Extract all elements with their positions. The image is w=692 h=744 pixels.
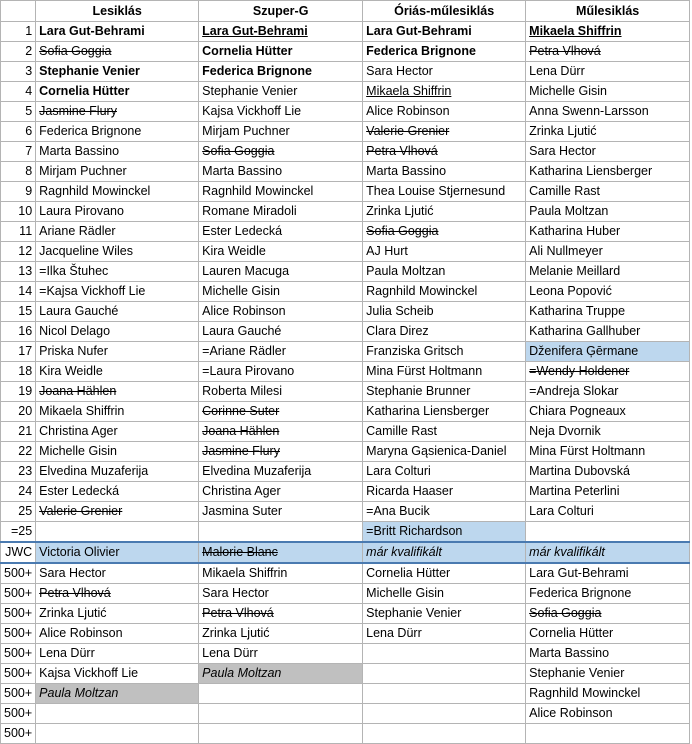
athlete-cell[interactable]: Joana Hählen — [199, 422, 363, 442]
athlete-cell[interactable]: Ali Nullmeyer — [526, 242, 690, 262]
athlete-cell[interactable]: Julia Scheib — [363, 302, 526, 322]
athlete-cell[interactable]: Lara Gut-Behrami — [363, 22, 526, 42]
athlete-cell[interactable]: Marta Bassino — [363, 162, 526, 182]
rank-cell[interactable]: 1 — [1, 22, 36, 42]
table-row — [1, 262, 690, 282]
athlete-cell[interactable]: Stephanie Brunner — [363, 382, 526, 402]
athlete-cell[interactable]: Victoria Olivier — [36, 542, 199, 563]
athlete-cell[interactable]: Dženifera Ģērmane — [526, 342, 690, 362]
rank-cell[interactable]: 23 — [1, 462, 36, 482]
table-row — [1, 684, 690, 704]
table-row — [1, 62, 690, 82]
athlete-cell[interactable]: =Ilka Štuhec — [36, 262, 199, 282]
athlete-cell[interactable]: Sofia Goggia — [526, 604, 690, 624]
rank-cell[interactable]: 22 — [1, 442, 36, 462]
athlete-cell[interactable]: Zrinka Ljutić — [199, 624, 363, 644]
athlete-cell[interactable]: Romane Miradoli — [199, 202, 363, 222]
athlete-cell[interactable]: Federica Brignone — [363, 42, 526, 62]
athlete-cell[interactable]: Sara Hector — [526, 142, 690, 162]
athlete-cell[interactable]: Ester Ledecká — [36, 482, 199, 502]
table-row — [1, 664, 690, 684]
athlete-cell[interactable]: Federica Brignone — [36, 122, 199, 142]
athlete-cell[interactable]: Melanie Meillard — [526, 262, 690, 282]
athlete-cell[interactable]: Valerie Grenier — [363, 122, 526, 142]
athlete-cell[interactable]: Lena Dürr — [199, 644, 363, 664]
table-row — [1, 704, 690, 724]
rank-cell[interactable]: 18 — [1, 362, 36, 382]
table-row — [1, 724, 690, 744]
athlete-cell[interactable]: Maryna Gąsienica-Daniel — [363, 442, 526, 462]
athlete-cell[interactable]: Joana Hählen — [36, 382, 199, 402]
athlete-cell[interactable]: Ariane Rädler — [36, 222, 199, 242]
table-row — [1, 362, 690, 382]
athlete-cell[interactable]: Stephanie Venier — [526, 664, 690, 684]
athlete-cell[interactable]: Michelle Gisin — [363, 584, 526, 604]
athlete-cell[interactable]: Mikaela Shiffrin — [199, 563, 363, 584]
athlete-cell[interactable]: =Wendy Holdener — [526, 362, 690, 382]
athlete-cell[interactable]: Mikaela Shiffrin — [363, 82, 526, 102]
table-row — [1, 102, 690, 122]
table-row — [1, 202, 690, 222]
table-row — [1, 624, 690, 644]
athlete-cell[interactable]: Cornelia Hütter — [199, 42, 363, 62]
rank-cell[interactable]: 6 — [1, 122, 36, 142]
athlete-cell[interactable]: Leona Popović — [526, 282, 690, 302]
table-row — [1, 382, 690, 402]
athlete-cell[interactable]: Laura Pirovano — [36, 202, 199, 222]
rank-cell[interactable]: 9 — [1, 182, 36, 202]
rank-cell[interactable]: 500+ — [1, 624, 36, 644]
athlete-cell[interactable] — [199, 522, 363, 543]
athlete-cell[interactable]: Federica Brignone — [199, 62, 363, 82]
athlete-cell[interactable]: Jasmine Flury — [36, 102, 199, 122]
athlete-cell[interactable]: =Laura Pirovano — [199, 362, 363, 382]
rank-cell[interactable]: 500+ — [1, 604, 36, 624]
rank-cell[interactable]: 500+ — [1, 563, 36, 584]
rank-cell[interactable]: 20 — [1, 402, 36, 422]
athlete-cell[interactable]: Stephanie Venier — [199, 82, 363, 102]
athlete-cell[interactable]: Sara Hector — [36, 563, 199, 584]
athlete-cell[interactable]: Kajsa Vickhoff Lie — [36, 664, 199, 684]
athlete-cell[interactable]: Mirjam Puchner — [36, 162, 199, 182]
athlete-cell[interactable] — [36, 522, 199, 543]
athlete-cell[interactable]: Valerie Grenier — [36, 502, 199, 522]
athlete-cell[interactable]: Nicol Delago — [36, 322, 199, 342]
header-rank[interactable] — [1, 1, 36, 22]
athlete-cell[interactable]: Christina Ager — [199, 482, 363, 502]
table-row — [1, 563, 690, 584]
athlete-cell[interactable]: Ragnhild Mowinckel — [199, 182, 363, 202]
athlete-cell[interactable]: Corinne Suter — [199, 402, 363, 422]
rank-cell[interactable]: 8 — [1, 162, 36, 182]
athlete-cell[interactable]: Alice Robinson — [526, 704, 690, 724]
table-row — [1, 222, 690, 242]
athlete-cell[interactable]: Michelle Gisin — [199, 282, 363, 302]
header-row — [1, 1, 690, 22]
table-row — [1, 482, 690, 502]
rank-cell[interactable]: 3 — [1, 62, 36, 82]
athlete-cell[interactable]: Katharina Gallhuber — [526, 322, 690, 342]
athlete-cell[interactable]: Kira Weidle — [199, 242, 363, 262]
athlete-cell[interactable]: Paula Moltzan — [363, 262, 526, 282]
rank-cell[interactable]: JWC — [1, 542, 36, 563]
athlete-cell[interactable]: Ester Ledecká — [199, 222, 363, 242]
athlete-cell[interactable]: Mikaela Shiffrin — [526, 22, 690, 42]
rank-cell[interactable]: 4 — [1, 82, 36, 102]
athlete-cell[interactable]: Martina Dubovská — [526, 462, 690, 482]
athlete-cell[interactable]: Laura Gauché — [36, 302, 199, 322]
athlete-cell[interactable]: Sofia Goggia — [363, 222, 526, 242]
rank-cell[interactable]: 13 — [1, 262, 36, 282]
athlete-cell[interactable]: Petra Vlhová — [526, 42, 690, 62]
athlete-cell[interactable]: Katharina Huber — [526, 222, 690, 242]
table-row — [1, 122, 690, 142]
table-row — [1, 522, 690, 543]
athlete-cell[interactable]: Ricarda Haaser — [363, 482, 526, 502]
athlete-cell[interactable] — [526, 724, 690, 744]
athlete-cell[interactable]: Lena Dürr — [36, 644, 199, 664]
rank-cell[interactable]: 11 — [1, 222, 36, 242]
athlete-cell[interactable]: Mina Fürst Holtmann — [526, 442, 690, 462]
athlete-cell[interactable]: Lara Colturi — [363, 462, 526, 482]
table-row — [1, 342, 690, 362]
athlete-cell[interactable]: Elvedina Muzaferija — [36, 462, 199, 482]
athlete-cell[interactable]: Roberta Milesi — [199, 382, 363, 402]
athlete-cell[interactable]: Ragnhild Mowinckel — [36, 182, 199, 202]
rank-cell[interactable]: 10 — [1, 202, 36, 222]
athlete-cell[interactable]: Marta Bassino — [199, 162, 363, 182]
rank-cell[interactable]: 15 — [1, 302, 36, 322]
table-row — [1, 422, 690, 442]
athlete-cell[interactable]: Katharina Liensberger — [526, 162, 690, 182]
athlete-cell[interactable]: Petra Vlhová — [36, 584, 199, 604]
table-row — [1, 542, 690, 563]
athlete-cell[interactable] — [363, 684, 526, 704]
athlete-cell[interactable]: Camille Rast — [363, 422, 526, 442]
athlete-cell[interactable]: Clara Direz — [363, 322, 526, 342]
table-row — [1, 462, 690, 482]
athlete-cell[interactable]: Sara Hector — [199, 584, 363, 604]
athlete-cell[interactable]: Jacqueline Wiles — [36, 242, 199, 262]
rank-cell[interactable]: 500+ — [1, 644, 36, 664]
athlete-cell[interactable] — [199, 684, 363, 704]
athlete-cell[interactable] — [363, 724, 526, 744]
rank-cell[interactable]: 7 — [1, 142, 36, 162]
athlete-cell[interactable]: már kvalifikált — [363, 542, 526, 563]
athlete-cell[interactable]: Lara Gut-Behrami — [526, 563, 690, 584]
athlete-cell[interactable]: Petra Vlhová — [199, 604, 363, 624]
athlete-cell[interactable]: Katharina Truppe — [526, 302, 690, 322]
athlete-cell[interactable]: Ragnhild Mowinckel — [363, 282, 526, 302]
table-row — [1, 604, 690, 624]
athlete-cell[interactable]: Neja Dvornik — [526, 422, 690, 442]
table-row — [1, 644, 690, 664]
header-slalom[interactable]: Műlesiklás — [526, 1, 690, 22]
rank-cell[interactable]: 16 — [1, 322, 36, 342]
rank-cell[interactable]: 19 — [1, 382, 36, 402]
athlete-cell[interactable]: Anna Swenn-Larsson — [526, 102, 690, 122]
athlete-cell[interactable]: Petra Vlhová — [363, 142, 526, 162]
table-row — [1, 402, 690, 422]
athlete-cell[interactable]: =Ana Bucik — [363, 502, 526, 522]
athlete-cell[interactable]: Alice Robinson — [36, 624, 199, 644]
header-super-g[interactable]: Szuper-G — [199, 1, 363, 22]
table-row — [1, 242, 690, 262]
table-row — [1, 302, 690, 322]
athlete-cell[interactable]: =Kajsa Vickhoff Lie — [36, 282, 199, 302]
table-row — [1, 22, 690, 42]
athlete-cell[interactable]: Michelle Gisin — [36, 442, 199, 462]
athlete-cell[interactable]: Lara Gut-Behrami — [199, 22, 363, 42]
athlete-cell[interactable]: Ragnhild Mowinckel — [526, 684, 690, 704]
athlete-cell[interactable]: AJ Hurt — [363, 242, 526, 262]
table-row — [1, 182, 690, 202]
table-row — [1, 442, 690, 462]
athlete-cell[interactable]: Christina Ager — [36, 422, 199, 442]
table-row — [1, 584, 690, 604]
athlete-cell[interactable]: Cornelia Hütter — [36, 82, 199, 102]
athlete-cell[interactable] — [363, 664, 526, 684]
athlete-cell[interactable]: Lauren Macuga — [199, 262, 363, 282]
athlete-cell[interactable]: Alice Robinson — [199, 302, 363, 322]
athlete-cell[interactable] — [526, 522, 690, 543]
athlete-cell[interactable]: Chiara Pogneaux — [526, 402, 690, 422]
athlete-cell[interactable]: Mina Fürst Holtmann — [363, 362, 526, 382]
header-downhill[interactable]: Lesiklás — [36, 1, 199, 22]
rank-cell[interactable]: 500+ — [1, 724, 36, 744]
athlete-cell[interactable]: Cornelia Hütter — [363, 563, 526, 584]
rank-cell[interactable]: 5 — [1, 102, 36, 122]
athlete-cell[interactable]: Kira Weidle — [36, 362, 199, 382]
athlete-cell[interactable]: Marta Bassino — [526, 644, 690, 664]
athlete-cell[interactable]: Paula Moltzan — [526, 202, 690, 222]
athlete-cell[interactable]: =Britt Richardson — [363, 522, 526, 543]
athlete-cell[interactable]: Jasmina Suter — [199, 502, 363, 522]
athlete-cell[interactable]: Alice Robinson — [363, 102, 526, 122]
table-row — [1, 322, 690, 342]
rank-cell[interactable]: 12 — [1, 242, 36, 262]
athlete-cell[interactable]: Paula Moltzan — [199, 664, 363, 684]
athlete-cell[interactable]: =Ariane Rädler — [199, 342, 363, 362]
athlete-cell[interactable]: Lena Dürr — [363, 624, 526, 644]
rank-cell[interactable]: 500+ — [1, 684, 36, 704]
athlete-cell[interactable]: Elvedina Muzaferija — [199, 462, 363, 482]
table-row — [1, 142, 690, 162]
athlete-cell[interactable]: Sara Hector — [363, 62, 526, 82]
athlete-cell[interactable]: már kvalifikált — [526, 542, 690, 563]
athlete-cell[interactable]: Marta Bassino — [36, 142, 199, 162]
athlete-cell[interactable]: Kajsa Vickhoff Lie — [199, 102, 363, 122]
table-row — [1, 42, 690, 62]
athlete-cell[interactable]: Priska Nufer — [36, 342, 199, 362]
rank-cell[interactable]: 14 — [1, 282, 36, 302]
rank-cell[interactable]: 17 — [1, 342, 36, 362]
athlete-cell[interactable]: Laura Gauché — [199, 322, 363, 342]
rank-cell[interactable]: =25 — [1, 522, 36, 543]
rank-cell[interactable]: 500+ — [1, 704, 36, 724]
table-row — [1, 82, 690, 102]
athlete-cell[interactable]: Jasmine Flury — [199, 442, 363, 462]
athlete-cell[interactable]: Federica Brignone — [526, 584, 690, 604]
athlete-cell[interactable]: Sofia Goggia — [199, 142, 363, 162]
athlete-cell[interactable] — [36, 704, 199, 724]
athlete-cell[interactable]: Mikaela Shiffrin — [36, 402, 199, 422]
athlete-cell[interactable]: Camille Rast — [526, 182, 690, 202]
athlete-cell[interactable] — [199, 724, 363, 744]
rank-cell[interactable]: 500+ — [1, 584, 36, 604]
athlete-cell[interactable]: Zrinka Ljutić — [363, 202, 526, 222]
athlete-cell[interactable] — [199, 704, 363, 724]
athlete-cell[interactable]: Cornelia Hütter — [526, 624, 690, 644]
athlete-cell[interactable]: Thea Louise Stjernesund — [363, 182, 526, 202]
athlete-cell[interactable]: Zrinka Ljutić — [36, 604, 199, 624]
header-giant-slalom[interactable]: Óriás-műlesiklás — [363, 1, 526, 22]
athlete-cell[interactable]: Lena Dürr — [526, 62, 690, 82]
rank-cell[interactable]: 25 — [1, 502, 36, 522]
athlete-cell[interactable]: Paula Moltzan — [36, 684, 199, 704]
table-row — [1, 502, 690, 522]
athlete-cell[interactable] — [363, 704, 526, 724]
athlete-cell[interactable]: Franziska Gritsch — [363, 342, 526, 362]
rank-cell[interactable]: 21 — [1, 422, 36, 442]
athlete-cell[interactable] — [363, 644, 526, 664]
athlete-cell[interactable]: Mirjam Puchner — [199, 122, 363, 142]
athlete-cell[interactable]: =Andreja Slokar — [526, 382, 690, 402]
athlete-cell[interactable]: Stephanie Venier — [36, 62, 199, 82]
athlete-cell[interactable]: Katharina Liensberger — [363, 402, 526, 422]
athlete-cell[interactable]: Stephanie Venier — [363, 604, 526, 624]
athlete-cell[interactable]: Lara Colturi — [526, 502, 690, 522]
athlete-cell[interactable]: Zrinka Ljutić — [526, 122, 690, 142]
table-row — [1, 162, 690, 182]
athlete-cell[interactable]: Malorie Blanc — [199, 542, 363, 563]
rank-cell[interactable]: 2 — [1, 42, 36, 62]
rank-cell[interactable]: 500+ — [1, 664, 36, 684]
rank-cell[interactable]: 24 — [1, 482, 36, 502]
athlete-cell[interactable]: Martina Peterlini — [526, 482, 690, 502]
athlete-cell[interactable]: Michelle Gisin — [526, 82, 690, 102]
athlete-cell[interactable]: Lara Gut-Behrami — [36, 22, 199, 42]
athlete-cell[interactable]: Sofia Goggia — [36, 42, 199, 62]
table-row — [1, 282, 690, 302]
athlete-cell[interactable] — [36, 724, 199, 744]
table-body — [1, 22, 690, 744]
